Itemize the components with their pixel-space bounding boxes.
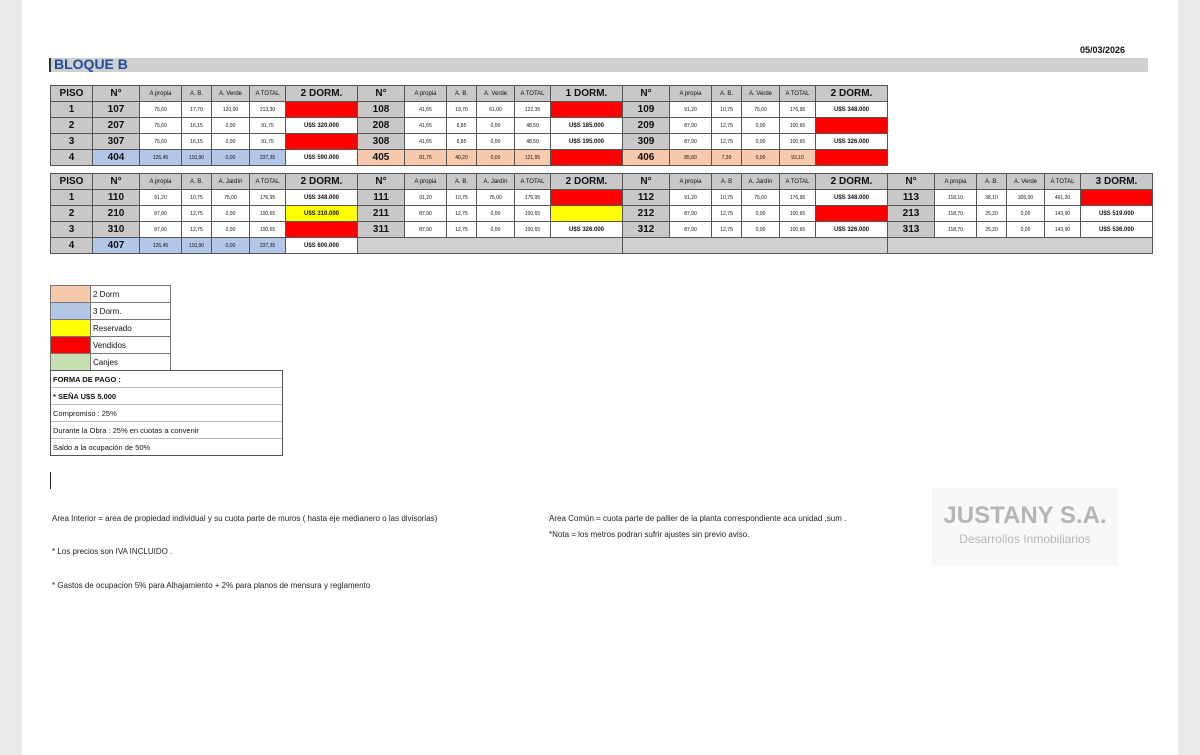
legend-row — [51, 337, 171, 354]
unit-number: 110 — [93, 190, 140, 206]
header-area-b: A. B. — [447, 174, 477, 190]
area-total: 100,65 — [250, 222, 286, 238]
area-propia: 91,20 — [405, 190, 447, 206]
area-verde: 0,00 — [742, 222, 780, 238]
unit-number: 308 — [358, 134, 405, 150]
unit-number: 208 — [358, 118, 405, 134]
area-total: 48,50 — [515, 134, 551, 150]
area-total: 100,65 — [780, 222, 816, 238]
floor-cell: 2 — [51, 206, 93, 222]
table-row — [51, 222, 1153, 238]
area-total: 143,90 — [1045, 222, 1081, 238]
legend — [50, 285, 171, 371]
unit-number: 405 — [358, 150, 405, 166]
area-total: 100,65 — [515, 222, 551, 238]
unit-number: 407 — [93, 238, 140, 254]
area-propia: 118,70 — [935, 222, 977, 238]
area-total: 100,65 — [515, 206, 551, 222]
area-b: 10,75 — [182, 190, 212, 206]
area-propia: 87,90 — [140, 206, 182, 222]
area-propia: 126,45 — [140, 150, 182, 166]
area-total: 213,30 — [250, 102, 286, 118]
area-b: 110,90 — [182, 238, 212, 254]
unit-number: 310 — [93, 222, 140, 238]
unit-price: U$S 519.000 — [1081, 206, 1153, 222]
area-verde: 0,00 — [742, 150, 780, 166]
header-unit-type: 1 DORM. — [551, 86, 623, 102]
area-total: 176,95 — [515, 190, 551, 206]
area-b: 12,75 — [712, 134, 742, 150]
unit-price: U$S 320.000 — [286, 118, 358, 134]
header-unit-type: 2 DORM. — [286, 86, 358, 102]
header-area-verde: A. Jardín — [477, 174, 515, 190]
area-propia: 75,60 — [140, 118, 182, 134]
table-row — [51, 150, 888, 166]
text-cursor — [50, 472, 51, 489]
area-b: 12,75 — [447, 222, 477, 238]
area-verde: 0,00 — [1007, 222, 1045, 238]
header-area-verde: A. Verde — [742, 86, 780, 102]
area-b: 25,20 — [977, 206, 1007, 222]
area-propia: 41,65 — [405, 102, 447, 118]
legend-label: Canjes — [91, 354, 171, 371]
unit-price: U$S 348.000 — [816, 190, 888, 206]
area-b: 110,90 — [182, 150, 212, 166]
unit-price — [816, 150, 888, 166]
legend-swatch — [51, 286, 91, 303]
area-propia: 41,65 — [405, 134, 447, 150]
unit-price: U$S 348.000 — [816, 102, 888, 118]
table-header-row — [51, 86, 888, 102]
header-area-total: A TOTAL — [515, 174, 551, 190]
unit-price: U$S 348.000 — [286, 190, 358, 206]
unit-number: 404 — [93, 150, 140, 166]
unit-price — [1081, 190, 1153, 206]
header-number: N° — [623, 86, 670, 102]
note-metros: *Nota = los metros podran sufrir ajustes sin previo aviso. — [549, 530, 750, 539]
unit-price — [551, 206, 623, 222]
unit-price: U$S 590.000 — [286, 150, 358, 166]
area-propia: 126,45 — [140, 238, 182, 254]
unit-number: 109 — [623, 102, 670, 118]
area-verde: 0,00 — [477, 118, 515, 134]
header-area-total: A TOTAL — [1045, 174, 1081, 190]
area-verde: 0,00 — [477, 134, 515, 150]
header-area-b: A. B. — [182, 174, 212, 190]
units-table-2 — [50, 173, 1153, 254]
area-b: 19,70 — [447, 102, 477, 118]
units-table-1 — [50, 85, 888, 166]
unit-number: 112 — [623, 190, 670, 206]
header-area-verde: A. Jardín — [212, 174, 250, 190]
legend-label: 3 Dorm. — [91, 303, 171, 320]
area-verde: 0,00 — [742, 134, 780, 150]
payment-obra: Durante la Obra : 25% en cuotas a convenir — [51, 422, 282, 439]
area-verde: 120,00 — [212, 102, 250, 118]
header-area-propia: A propia — [670, 174, 712, 190]
unit-price — [816, 118, 888, 134]
unit-price — [551, 102, 623, 118]
floor-cell: 4 — [51, 238, 93, 254]
area-b: 40,20 — [447, 150, 477, 166]
area-propia: 81,75 — [405, 150, 447, 166]
area-total: 237,35 — [250, 150, 286, 166]
unit-price — [551, 150, 623, 166]
legend-label: Vendidos — [91, 337, 171, 354]
area-verde: 305,00 — [1007, 190, 1045, 206]
header-area-b: A. B. — [182, 86, 212, 102]
legend-row — [51, 354, 171, 371]
note-area-interior: Area Interior = area de propiedad individual y su cuota parte de muros ( hasta eje medianero o las divisorias) — [52, 514, 438, 523]
area-total: 121,95 — [515, 150, 551, 166]
area-propia: 87,90 — [405, 206, 447, 222]
header-area-verde: A. Jardín — [742, 174, 780, 190]
area-b: 16,15 — [182, 118, 212, 134]
area-verde: 0,00 — [212, 118, 250, 134]
header-area-b: A. B — [712, 174, 742, 190]
unit-number: 108 — [358, 102, 405, 118]
area-verde: 0,00 — [1007, 206, 1045, 222]
floor-cell: 3 — [51, 134, 93, 150]
area-verde: 0,00 — [477, 206, 515, 222]
area-verde: 0,00 — [212, 150, 250, 166]
area-b: 38,10 — [977, 190, 1007, 206]
table-header-row — [51, 174, 1153, 190]
header-area-propia: A propia — [405, 174, 447, 190]
header-number: N° — [623, 174, 670, 190]
header-area-propia: A propia — [405, 86, 447, 102]
area-b: 12,75 — [712, 222, 742, 238]
area-propia: 87,90 — [670, 134, 712, 150]
empty-cell — [358, 238, 623, 254]
unit-price: U$S 310.000 — [286, 206, 358, 222]
area-b: 12,75 — [182, 222, 212, 238]
header-number: N° — [888, 174, 935, 190]
area-b: 6,85 — [447, 118, 477, 134]
unit-number: 211 — [358, 206, 405, 222]
area-verde: 75,00 — [742, 102, 780, 118]
unit-number: 209 — [623, 118, 670, 134]
header-area-b: A. B. — [712, 86, 742, 102]
header-unit-type: 2 DORM. — [816, 86, 888, 102]
payment-saldo: Saldo a la ocupación de 50% — [53, 443, 151, 452]
area-total: 237,35 — [250, 238, 286, 254]
header-area-propia: A propia — [140, 174, 182, 190]
header-unit-type: 3 DORM. — [1081, 174, 1153, 190]
area-b: 7,30 — [712, 150, 742, 166]
header-area-verde: A. Verde — [212, 86, 250, 102]
header-piso: PISO — [51, 174, 93, 190]
unit-number: 113 — [888, 190, 935, 206]
area-b: 10,75 — [712, 102, 742, 118]
table-row — [51, 102, 888, 118]
note-gastos: * Gastos de ocupacion 5% para Alhajamiento + 2% para planos de mensura y reglamento — [52, 581, 371, 590]
area-propia: 87,90 — [670, 118, 712, 134]
area-propia: 85,80 — [670, 150, 712, 166]
unit-number: 311 — [358, 222, 405, 238]
legend-swatch — [51, 303, 91, 320]
area-verde: 0,00 — [212, 238, 250, 254]
area-b: 10,75 — [447, 190, 477, 206]
header-piso: PISO — [51, 86, 93, 102]
area-total: 176,95 — [780, 102, 816, 118]
floor-cell: 3 — [51, 222, 93, 238]
legend-label: 2 Dorm — [91, 286, 171, 303]
table-row — [51, 190, 1153, 206]
header-area-total: A TOTAL — [515, 86, 551, 102]
area-verde: 0,00 — [212, 206, 250, 222]
unit-price: U$S 536.000 — [1081, 222, 1153, 238]
unit-number: 107 — [93, 102, 140, 118]
header-number: N° — [358, 86, 405, 102]
area-propia: 75,60 — [140, 134, 182, 150]
area-verde: 0,00 — [212, 134, 250, 150]
unit-number: 406 — [623, 150, 670, 166]
legend-swatch — [51, 354, 91, 371]
payment-compromiso: Compromiso : 25% — [51, 405, 282, 422]
area-verde: 75,00 — [477, 190, 515, 206]
unit-price — [816, 206, 888, 222]
payment-terms — [50, 370, 283, 456]
area-verde: 75,00 — [742, 190, 780, 206]
unit-price: U$S 326.000 — [551, 222, 623, 238]
logo-name: JUSTANY S.A. — [943, 502, 1107, 529]
floor-cell: 2 — [51, 118, 93, 134]
unit-price — [286, 134, 358, 150]
unit-price: U$S 195.000 — [551, 134, 623, 150]
area-b: 17,70 — [182, 102, 212, 118]
unit-price: U$S 185.000 — [551, 118, 623, 134]
area-total: 91,75 — [250, 134, 286, 150]
area-b: 10,75 — [712, 190, 742, 206]
header-number: N° — [358, 174, 405, 190]
title-bar — [49, 58, 1148, 72]
unit-number: 307 — [93, 134, 140, 150]
header-number: N° — [93, 86, 140, 102]
area-verde: 75,00 — [212, 190, 250, 206]
unit-number: 312 — [623, 222, 670, 238]
unit-number: 111 — [358, 190, 405, 206]
area-verde: 61,00 — [477, 102, 515, 118]
payment-title: FORMA DE PAGO : — [51, 371, 282, 388]
note-area-comun: Area Común = cuota parte de pallier de la planta correspondiente aca unidad ,sum . — [549, 514, 847, 523]
area-total: 48,50 — [515, 118, 551, 134]
header-area-b: A. B. — [977, 174, 1007, 190]
floor-cell: 1 — [51, 190, 93, 206]
area-total: 122,35 — [515, 102, 551, 118]
unit-price: U$S 326.000 — [816, 222, 888, 238]
area-b: 25,20 — [977, 222, 1007, 238]
header-area-verde: A. Verde — [477, 86, 515, 102]
unit-price — [286, 222, 358, 238]
legend-row — [51, 320, 171, 337]
area-total: 91,75 — [250, 118, 286, 134]
area-verde: 0,00 — [742, 118, 780, 134]
area-propia: 118,10 — [935, 190, 977, 206]
area-total: 143,90 — [1045, 206, 1081, 222]
logo-subtitle: Desarrollos Inmobiliarios — [959, 532, 1091, 546]
legend-label: Reservado — [91, 320, 171, 337]
unit-number: 309 — [623, 134, 670, 150]
area-propia: 91,20 — [670, 102, 712, 118]
unit-number: 213 — [888, 206, 935, 222]
area-b: 12,75 — [182, 206, 212, 222]
document-date: 05/03/2026 — [1080, 45, 1126, 55]
header-area-total: A TOTAL — [250, 174, 286, 190]
table-row — [51, 134, 888, 150]
header-area-verde: A. Verde — [1007, 174, 1045, 190]
empty-cell — [623, 238, 888, 254]
unit-price — [286, 102, 358, 118]
page-title: BLOQUE B — [54, 56, 128, 72]
header-area-total: A TOTAL — [780, 174, 816, 190]
area-propia: 87,90 — [670, 206, 712, 222]
area-verde: 0,00 — [742, 206, 780, 222]
note-iva: * Los precios son IVA INCLUIDO . — [52, 547, 173, 556]
header-area-propia: A propia — [670, 86, 712, 102]
header-area-total: A TOTAL — [780, 86, 816, 102]
table-row — [51, 238, 1153, 254]
legend-row — [51, 303, 171, 320]
area-verde: 0,00 — [477, 222, 515, 238]
legend-swatch — [51, 320, 91, 337]
area-propia: 75,60 — [140, 102, 182, 118]
area-total: 176,95 — [250, 190, 286, 206]
area-verde: 0,00 — [477, 150, 515, 166]
unit-number: 212 — [623, 206, 670, 222]
company-logo — [932, 488, 1118, 566]
area-b: 6,85 — [447, 134, 477, 150]
floor-cell: 4 — [51, 150, 93, 166]
table-row — [51, 118, 888, 134]
unit-price — [551, 190, 623, 206]
header-unit-type: 2 DORM. — [551, 174, 623, 190]
legend-row — [51, 286, 171, 303]
area-verde: 0,00 — [212, 222, 250, 238]
area-b: 12,75 — [712, 206, 742, 222]
unit-price: U$S 600.000 — [286, 238, 358, 254]
header-number: N° — [93, 174, 140, 190]
table-row — [51, 206, 1153, 222]
area-propia: 87,90 — [405, 222, 447, 238]
header-area-propia: A propia — [140, 86, 182, 102]
unit-number: 207 — [93, 118, 140, 134]
area-total: 100,65 — [780, 134, 816, 150]
header-unit-type: 2 DORM. — [816, 174, 888, 190]
area-propia: 87,90 — [670, 222, 712, 238]
unit-price: U$S 326.000 — [816, 134, 888, 150]
area-propia: 91,20 — [670, 190, 712, 206]
area-total: 100,65 — [250, 206, 286, 222]
empty-cell — [888, 238, 1153, 254]
header-area-propia: A propia — [935, 174, 977, 190]
area-total: 461,20 — [1045, 190, 1081, 206]
area-propia: 91,20 — [140, 190, 182, 206]
area-propia: 87,90 — [140, 222, 182, 238]
legend-swatch — [51, 337, 91, 354]
header-area-total: A TOTAL — [250, 86, 286, 102]
area-total: 100,65 — [780, 206, 816, 222]
header-unit-type: 2 DORM. — [286, 174, 358, 190]
area-b: 12,75 — [447, 206, 477, 222]
area-b: 12,75 — [712, 118, 742, 134]
unit-number: 210 — [93, 206, 140, 222]
area-total: 176,95 — [780, 190, 816, 206]
header-area-b: A. B. — [447, 86, 477, 102]
unit-number: 313 — [888, 222, 935, 238]
area-total: 100,65 — [780, 118, 816, 134]
floor-cell: 1 — [51, 102, 93, 118]
area-total: 93,10 — [780, 150, 816, 166]
payment-sena: * SEÑA U$S 5.000 — [51, 388, 282, 405]
area-b: 16,15 — [182, 134, 212, 150]
area-propia: 41,65 — [405, 118, 447, 134]
area-propia: 118,70 — [935, 206, 977, 222]
